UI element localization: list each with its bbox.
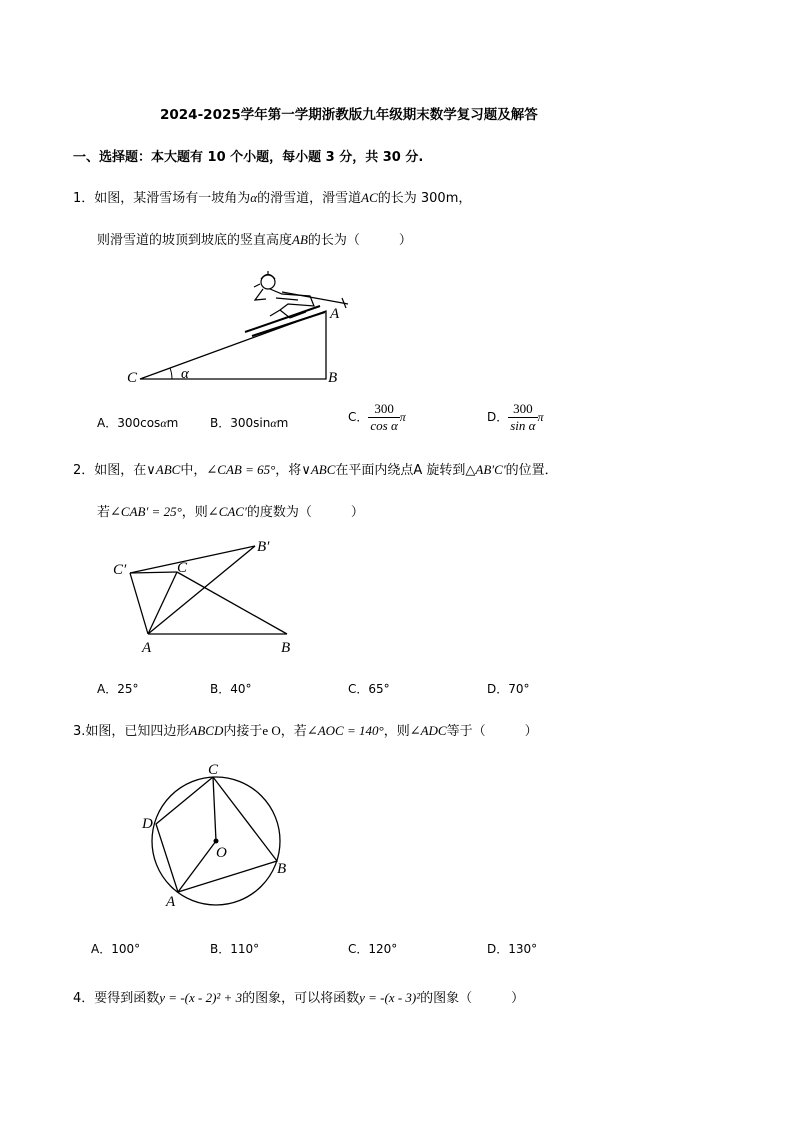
q1-text-e: 的长为（ ） [307,233,412,248]
q2-label-c: C [177,560,188,576]
q1-option-d-fraction [508,401,537,434]
q1-option-a-unit: m [166,416,179,430]
q1-text-c: 的长为 300m， [377,191,472,206]
q3-option-b[interactable]: B．110° [210,942,260,956]
q4-text-c: 的图象（ ） [420,991,525,1006]
q2-ang3: ∠CAC′ [207,504,247,519]
q1-option-d-label: D． [487,410,509,424]
q1-option-c-den: cos α [370,418,398,433]
q2-text-c: ，将 [275,463,302,478]
q3-label-a: A [166,894,176,910]
q3-ang2: ∠ADC [409,723,447,738]
q3-text-d: ，则 [383,724,410,739]
q1-ac: AC [361,190,378,205]
q3-option-c[interactable]: C．120° [348,942,398,956]
q3-option-d[interactable]: D．130° [487,942,538,956]
page-title: 2024-2025学年第一学期浙教版九年级期末数学复习题及解答 [160,107,538,123]
q1-option-b-text: B．300sin [210,416,271,430]
q1-option-d-den: sin α [510,418,536,433]
section-heading: 一、选择题：本大题有 10 个小题，每小题 3 分，共 30 分. [73,150,424,165]
q2-tri3: △AB′C′ [465,462,506,477]
q1-ab: AB [292,232,308,247]
q1-text-d: 则滑雪道的坡顶到坡底的竖直高度 [97,233,293,248]
q3-label-d: D [142,816,153,832]
q2-option-c[interactable]: C．65° [348,682,390,696]
q4-text-a: 4．要得到函数 [73,991,160,1006]
q1-label-c: C [127,370,138,386]
q2-ang2: ∠CAB′ = 25° [110,504,182,519]
q2-option-d[interactable]: D．70° [487,682,530,696]
q1-option-d[interactable] [487,401,544,434]
q3-line1 [73,720,538,739]
q1-option-c[interactable] [348,401,406,434]
q4-function-1: y = -(x - 2)² + 3 [159,990,243,1005]
q2-ang1: ∠CAB = 65° [206,462,276,477]
q2-text-b: 中， [180,463,207,478]
q1-option-b-sym: α [270,416,277,430]
q3-label-c: C [208,762,219,778]
q2-label-cp: C′ [113,562,127,578]
q2-label-b: B [281,640,291,656]
q1-text-a: 1．如图，某滑雪场有一坡角为 [73,191,251,206]
q2-text-a: 2．如图，在 [73,463,147,478]
q1-label-b: B [328,370,338,386]
q4-function-2: y = -(x - 3)² [359,990,421,1005]
q3-ang1: ∠AOC = 140° [306,723,384,738]
q3-circle-figure [135,760,305,910]
q3-text-a: 3.如图，已知四边形 [73,724,190,739]
q2-text-d: 在平面内绕点A 旋转到 [335,463,466,478]
q2-tri2: ∨ABC [301,462,336,477]
q3-text-c: ，若 [280,724,307,739]
q2-option-a[interactable]: A．25° [97,682,139,696]
q3-option-a[interactable]: A．100° [91,942,141,956]
q2-line1 [73,459,558,478]
q3-label-b: B [277,861,287,877]
q1-option-c-pi: π [399,410,406,424]
q3-text-b: 内接于 [223,724,263,739]
skier-icon [245,271,348,336]
q1-option-c-label: C． [348,410,369,424]
q1-option-b[interactable] [210,414,288,431]
q2-text-g: ，则 [181,505,208,520]
q3-text-e: 等于（ ） [446,724,538,739]
q1-option-a[interactable] [97,414,178,431]
q4-line1 [73,987,524,1006]
q3-abcd: ABCD [189,723,224,738]
q1-label-a: A [330,306,340,322]
q2-tri1: ∨ABC [146,462,181,477]
q1-option-c-fraction [368,401,399,434]
q1-option-c-num: 300 [368,401,399,418]
q1-option-a-sym: α [160,416,167,430]
q2-text-e: 的位置． [505,463,558,478]
q2-rotation-figure [105,530,315,660]
q1-text-b: 的滑雪道，滑雪道 [257,191,362,206]
q1-line2 [97,229,412,248]
q1-option-d-pi: π [537,410,544,424]
q2-line2 [97,501,364,520]
q1-option-a-text: A．300cos [97,416,161,430]
q2-text-h: 的度数为（ ） [246,505,364,520]
q1-label-alpha: α [181,366,189,382]
q3-label-o: O [216,845,227,861]
q3-center-dot [214,839,219,844]
q2-label-bp: B′ [257,539,270,555]
q1-ski-figure [120,262,360,392]
q1-angle-arc [170,368,172,379]
q3-circle-o: e O [262,723,281,738]
q1-alpha: α [250,190,258,205]
q4-text-b: 的图象，可以将函数 [242,991,360,1006]
q1-option-b-unit: m [276,416,289,430]
q2-text-f: 若 [97,505,111,520]
q1-line1 [73,187,471,206]
q2-label-a: A [142,640,152,656]
q2-option-b[interactable]: B．40° [210,682,252,696]
q1-option-d-num: 300 [508,401,537,418]
